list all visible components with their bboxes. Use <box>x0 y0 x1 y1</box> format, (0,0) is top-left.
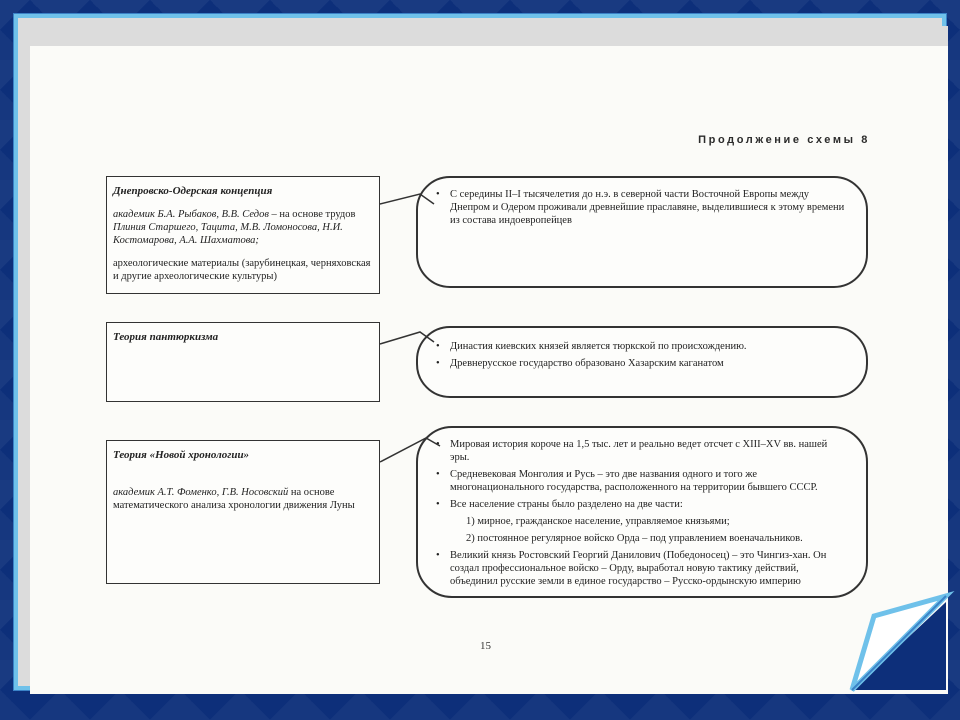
authors-rest: – на основе трудов <box>268 209 356 220</box>
sub-item: 2) постоянное регулярное войско Орда – под управлением военачальников. <box>466 533 803 544</box>
concept-title: Теория «Новой хронологии» <box>113 449 250 461</box>
bullet-item: • Мировая история короче на 1,5 тыс. лет и реально ведет отсчет с XIII–XV вв. нашей эры. <box>436 438 848 464</box>
authors-tail: Плиния Старшего, Тацита, М.В. Ломоносова, Н.И. Костомарова, А.А. Шахматова; <box>113 222 343 246</box>
bullet-item: • Все население страны было разделено на две части: <box>436 498 848 511</box>
bullet-item: • Средневековая Монголия и Русь – это две названия одного и того же многонационального государства, расположенного на территории бывшего СССР. <box>436 468 848 494</box>
authors-rest: на основе математического анализа хронологии движения Луны <box>113 487 355 511</box>
page-number: 15 <box>480 640 491 652</box>
concept-title: Днепровско-Одерская концепция <box>113 185 273 197</box>
bullet-item: • Великий князь Ростовский Георгий Данилович (Победоносец) – это Чингиз-хан. Он создал профессиональное войско – Орду, выработал новую тактику действий, объединил русские земли в единое государство – Русско-ордынскую империю <box>436 549 848 588</box>
bullet-item: • Династия киевских князей является тюркской по происхождению. <box>436 340 848 353</box>
scheme-title: Продолжение схемы 8 <box>698 134 870 146</box>
authors-names: академик А.Т. Фоменко, Г.В. Носовский <box>113 487 289 498</box>
sub-item: 1) мирное, гражданское население, управляемое князьями; <box>466 516 730 527</box>
connector-lines <box>30 26 948 694</box>
concept-title: Теория пантюркизма <box>113 331 219 343</box>
bullet-item: • Древнерусское государство образовано Хазарским каганатом <box>436 357 848 370</box>
concept-source: археологические материалы (зарубинецкая, черняховская и другие археологические культуры) <box>113 258 371 282</box>
bullet-item: • С середины II–I тысячелетия до н.э. в северной части Восточной Европы между Днепром и Одером проживали древнейшие праславяне, выделившиеся к этому времени из состава индоевропейцев <box>436 188 848 227</box>
authors-names: академик Б.А. Рыбаков, В.В. Седов <box>113 209 269 220</box>
scanned-page <box>30 26 948 694</box>
